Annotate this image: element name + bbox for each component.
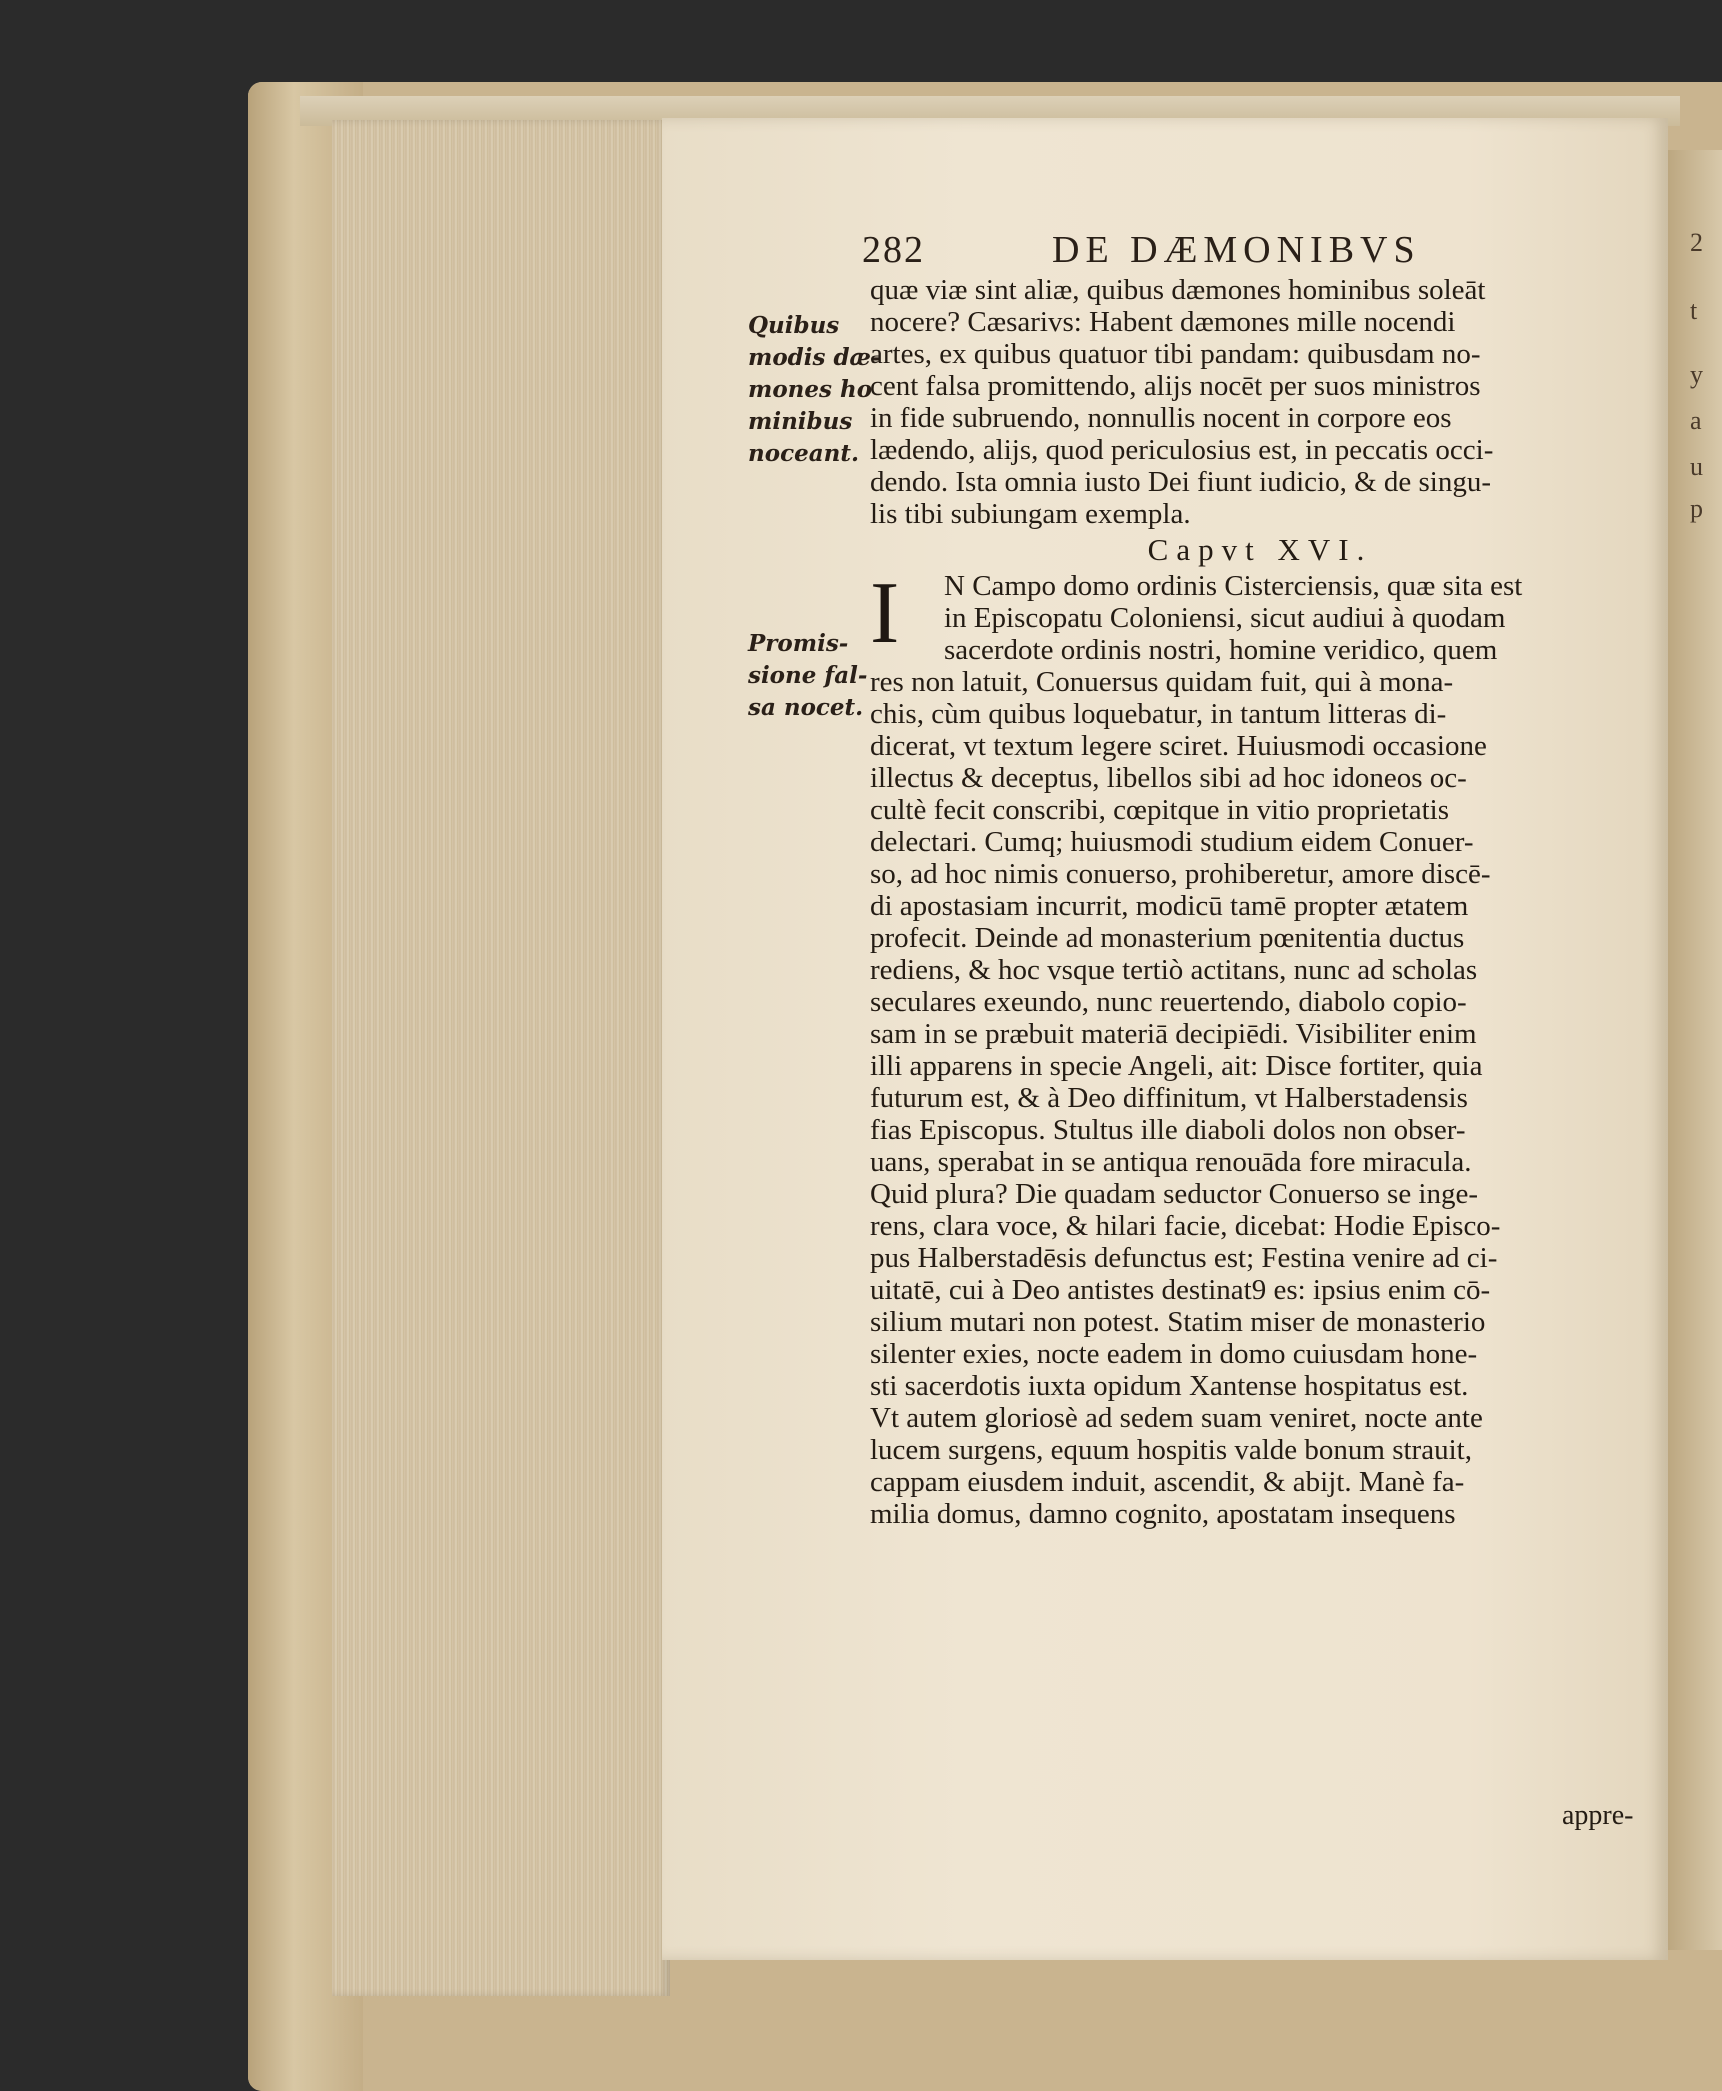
text-line: uans, sperabat in se antiqua renouāda fore miracula. bbox=[870, 1146, 1472, 1178]
text-line: uitatē, cui à Deo antistes destinat9 es: ipsius enim cō- bbox=[870, 1274, 1491, 1306]
fragment: y bbox=[1690, 360, 1703, 389]
margin-note-line: Quibus bbox=[748, 312, 840, 339]
text-line: in fide subruendo, nonnullis nocent in corpore eos bbox=[870, 402, 1452, 434]
text-line: illectus & deceptus, libellos sibi ad hoc idoneos oc- bbox=[870, 762, 1467, 794]
text-line: delectari. Cumq; huiusmodi studium eidem Conuer- bbox=[870, 826, 1474, 858]
text-line: pus Halberstadēsis defunctus est; Festina venire ad ci- bbox=[870, 1242, 1498, 1274]
fragment: t bbox=[1690, 296, 1698, 325]
text-line: lis tibi subiungam exempla. bbox=[870, 498, 1191, 530]
text-line: silenter exies, nocte eadem in domo cuiusdam hone- bbox=[870, 1338, 1478, 1370]
margin-note-1 bbox=[748, 310, 881, 470]
drop-capital: I bbox=[870, 565, 900, 662]
text-line: di apostasiam incurrit, modicū tamē propter ætatem bbox=[870, 890, 1469, 922]
text-line: N Campo domo ordinis Cisterciensis, quæ sita est bbox=[944, 570, 1523, 602]
text-line: in Episcopatu Coloniensi, sicut audiui à quodam bbox=[944, 602, 1506, 634]
margin-note-line: Promis- bbox=[748, 630, 849, 657]
text-line: cent falsa promittendo, alijs nocēt per suos ministros bbox=[870, 370, 1481, 402]
text-line: silium mutari non potest. Statim miser de monasterio bbox=[870, 1306, 1486, 1338]
text-line: rens, clara voce, & hilari facie, dicebat: Hodie Episco- bbox=[870, 1210, 1501, 1242]
text-line: futurum est, & à Deo diffinitum, vt Halberstadensis bbox=[870, 1082, 1468, 1114]
page-number: 282 bbox=[862, 229, 925, 271]
text-line: res non latuit, Conuersus quidam fuit, qui à mona- bbox=[870, 666, 1454, 698]
text-line: sti sacerdotis iuxta opidum Xantense hospitatus est. bbox=[870, 1370, 1469, 1402]
running-head: DE DÆMONIBVS bbox=[1052, 229, 1421, 271]
text-line: sacerdote ordinis nostri, homine veridico, quem bbox=[944, 634, 1498, 666]
text-line: cultè fecit conscribi, cœpitque in vitio proprietatis bbox=[870, 794, 1450, 826]
text-line: seculares exeundo, nunc reuertendo, diabolo copio- bbox=[870, 986, 1467, 1018]
chapter-heading: Capvt XVI. bbox=[1147, 532, 1373, 567]
fragment: p bbox=[1690, 494, 1703, 523]
catchword: appre- bbox=[1562, 1800, 1634, 1831]
margin-note-2 bbox=[748, 628, 868, 724]
text-line: cappam eiusdem induit, ascendit, & abijt. Manè fa- bbox=[870, 1466, 1465, 1498]
margin-note-line: noceant. bbox=[748, 440, 859, 467]
text-line: illi apparens in specie Angeli, ait: Disce fortiter, quia bbox=[870, 1050, 1483, 1082]
text-line: profecit. Deinde ad monasterium pœnitentia ductus bbox=[870, 922, 1465, 954]
paragraph-start bbox=[870, 565, 1650, 666]
margin-note-line: sione fal- bbox=[748, 662, 868, 689]
text-line: rediens, & hoc vsque tertiò actitans, nunc ad scholas bbox=[870, 954, 1478, 986]
text-line: so, ad hoc nimis conuerso, prohiberetur, amore discē- bbox=[870, 858, 1491, 890]
text-line: Quid plura? Die quadam seductor Conuerso se inge- bbox=[870, 1178, 1479, 1210]
fragment: u bbox=[1690, 452, 1703, 481]
text-line: Vt autem gloriosè ad sedem suam veniret, nocte ante bbox=[870, 1402, 1483, 1434]
body-text bbox=[870, 274, 1650, 1530]
page-block-edges bbox=[332, 120, 670, 1996]
text-line: lucem surgens, equum hospitis valde bonum strauit, bbox=[870, 1434, 1472, 1466]
margin-note-line: minibus bbox=[748, 408, 853, 435]
text-line: dicerat, vt textum legere sciret. Huiusmodi occasione bbox=[870, 730, 1487, 762]
margin-note-line: sa nocet. bbox=[748, 694, 864, 721]
text-line: quæ viæ sint aliæ, quibus dæmones hominibus soleāt bbox=[870, 274, 1486, 306]
margin-note-line: modis dæ- bbox=[748, 344, 881, 371]
text-line: sam in se præbuit materiā decipiēdi. Visibiliter enim bbox=[870, 1018, 1477, 1050]
fragment: a bbox=[1690, 406, 1702, 435]
page-header bbox=[862, 228, 1642, 272]
fragment: 2 bbox=[1690, 228, 1703, 257]
text-line: nocere? Cæsarivs: Habent dæmones mille nocendi bbox=[870, 306, 1456, 338]
text-line: artes, ex quibus quatuor tibi pandam: quibusdam no- bbox=[870, 338, 1481, 370]
text-line: milia domus, damno cognito, apostatam insequens bbox=[870, 1498, 1456, 1530]
text-line: lædendo, alijs, quod periculosius est, in peccatis occi- bbox=[870, 434, 1494, 466]
text-line: dendo. Ista omnia iusto Dei fiunt iudicio, & de singu- bbox=[870, 466, 1491, 498]
margin-note-line: mones ho bbox=[748, 376, 873, 403]
text-line: fias Episcopus. Stultus ille diaboli dolos non obser- bbox=[870, 1114, 1466, 1146]
text-line: chis, cùm quibus loquebatur, in tantum litteras di- bbox=[870, 698, 1447, 730]
